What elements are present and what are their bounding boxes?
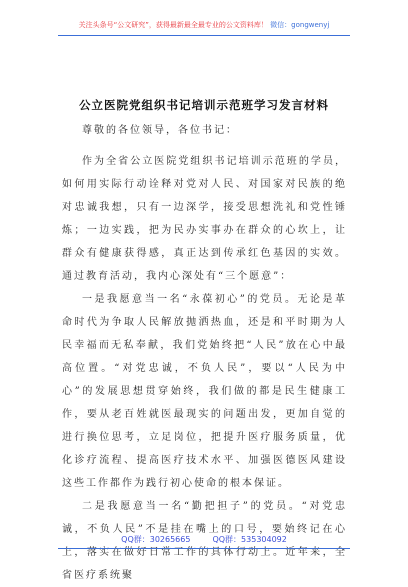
footer-divider xyxy=(58,548,350,549)
header-divider xyxy=(58,35,350,36)
greeting-line: 尊敬的各位领导，各位书记： xyxy=(82,125,238,136)
header-wechat-text: 微信：gongwenyj xyxy=(270,21,330,29)
body-paragraph: 作为全省公立医院党组织书记培训示范班的学员，如何用实际行动诠释对党对人民、对国家对民族的绝对忠诚我想，只有一边深学，接受思想洗礼和党性锤炼；一边实践，把为民办实事办在群众的心坎上，让群众有健康获得感，真正达到传承红色基因的实效。通过教育活动，我内心深处有“三个愿意”： xyxy=(62,156,347,282)
body-paragraph: 一是我愿意当一名“永葆初心”的党员。无论是革命时代为争取人民解放抛洒热血，还是和平时期为人民幸福而无私奉献，我们党始终把“人民”放在心中最高位置。“对党忠诚，不负人民”，要以“人民为中心”的发展思想贯穿始终，我们做的都是民生健康工作，要从老百姓就医最现实的问题出发，更加自觉的进行换位思考，立足岗位，把提升医疗服务质量，优化诊疗流程、提高医疗技术水平、加强医德医风建设这些工作都作为践行初心使命的根本保证。 xyxy=(62,294,347,489)
header-banner xyxy=(0,20,408,30)
footer-contacts xyxy=(0,534,408,545)
header-promo-text: 关注头条号“公文研究”，获得最新最全最专业的公文资料库！ xyxy=(78,21,268,29)
footer-qq-group-1: QQ群：30265665 xyxy=(121,535,191,544)
footer-qq-group-2: QQ群：535304092 xyxy=(212,535,287,544)
document-body xyxy=(62,118,347,587)
body-paragraph: 二是我愿意当一名“勤把担子”的党员。“对党忠诚，不负人民”不是挂在嘴上的口号，要始终记在心上，落实在做好日常工作的具体行动上。近年来，全省医疗系统聚 xyxy=(62,501,347,581)
document-title: 公立医院党组织书记培训示范班学习发言材料 xyxy=(79,98,329,112)
